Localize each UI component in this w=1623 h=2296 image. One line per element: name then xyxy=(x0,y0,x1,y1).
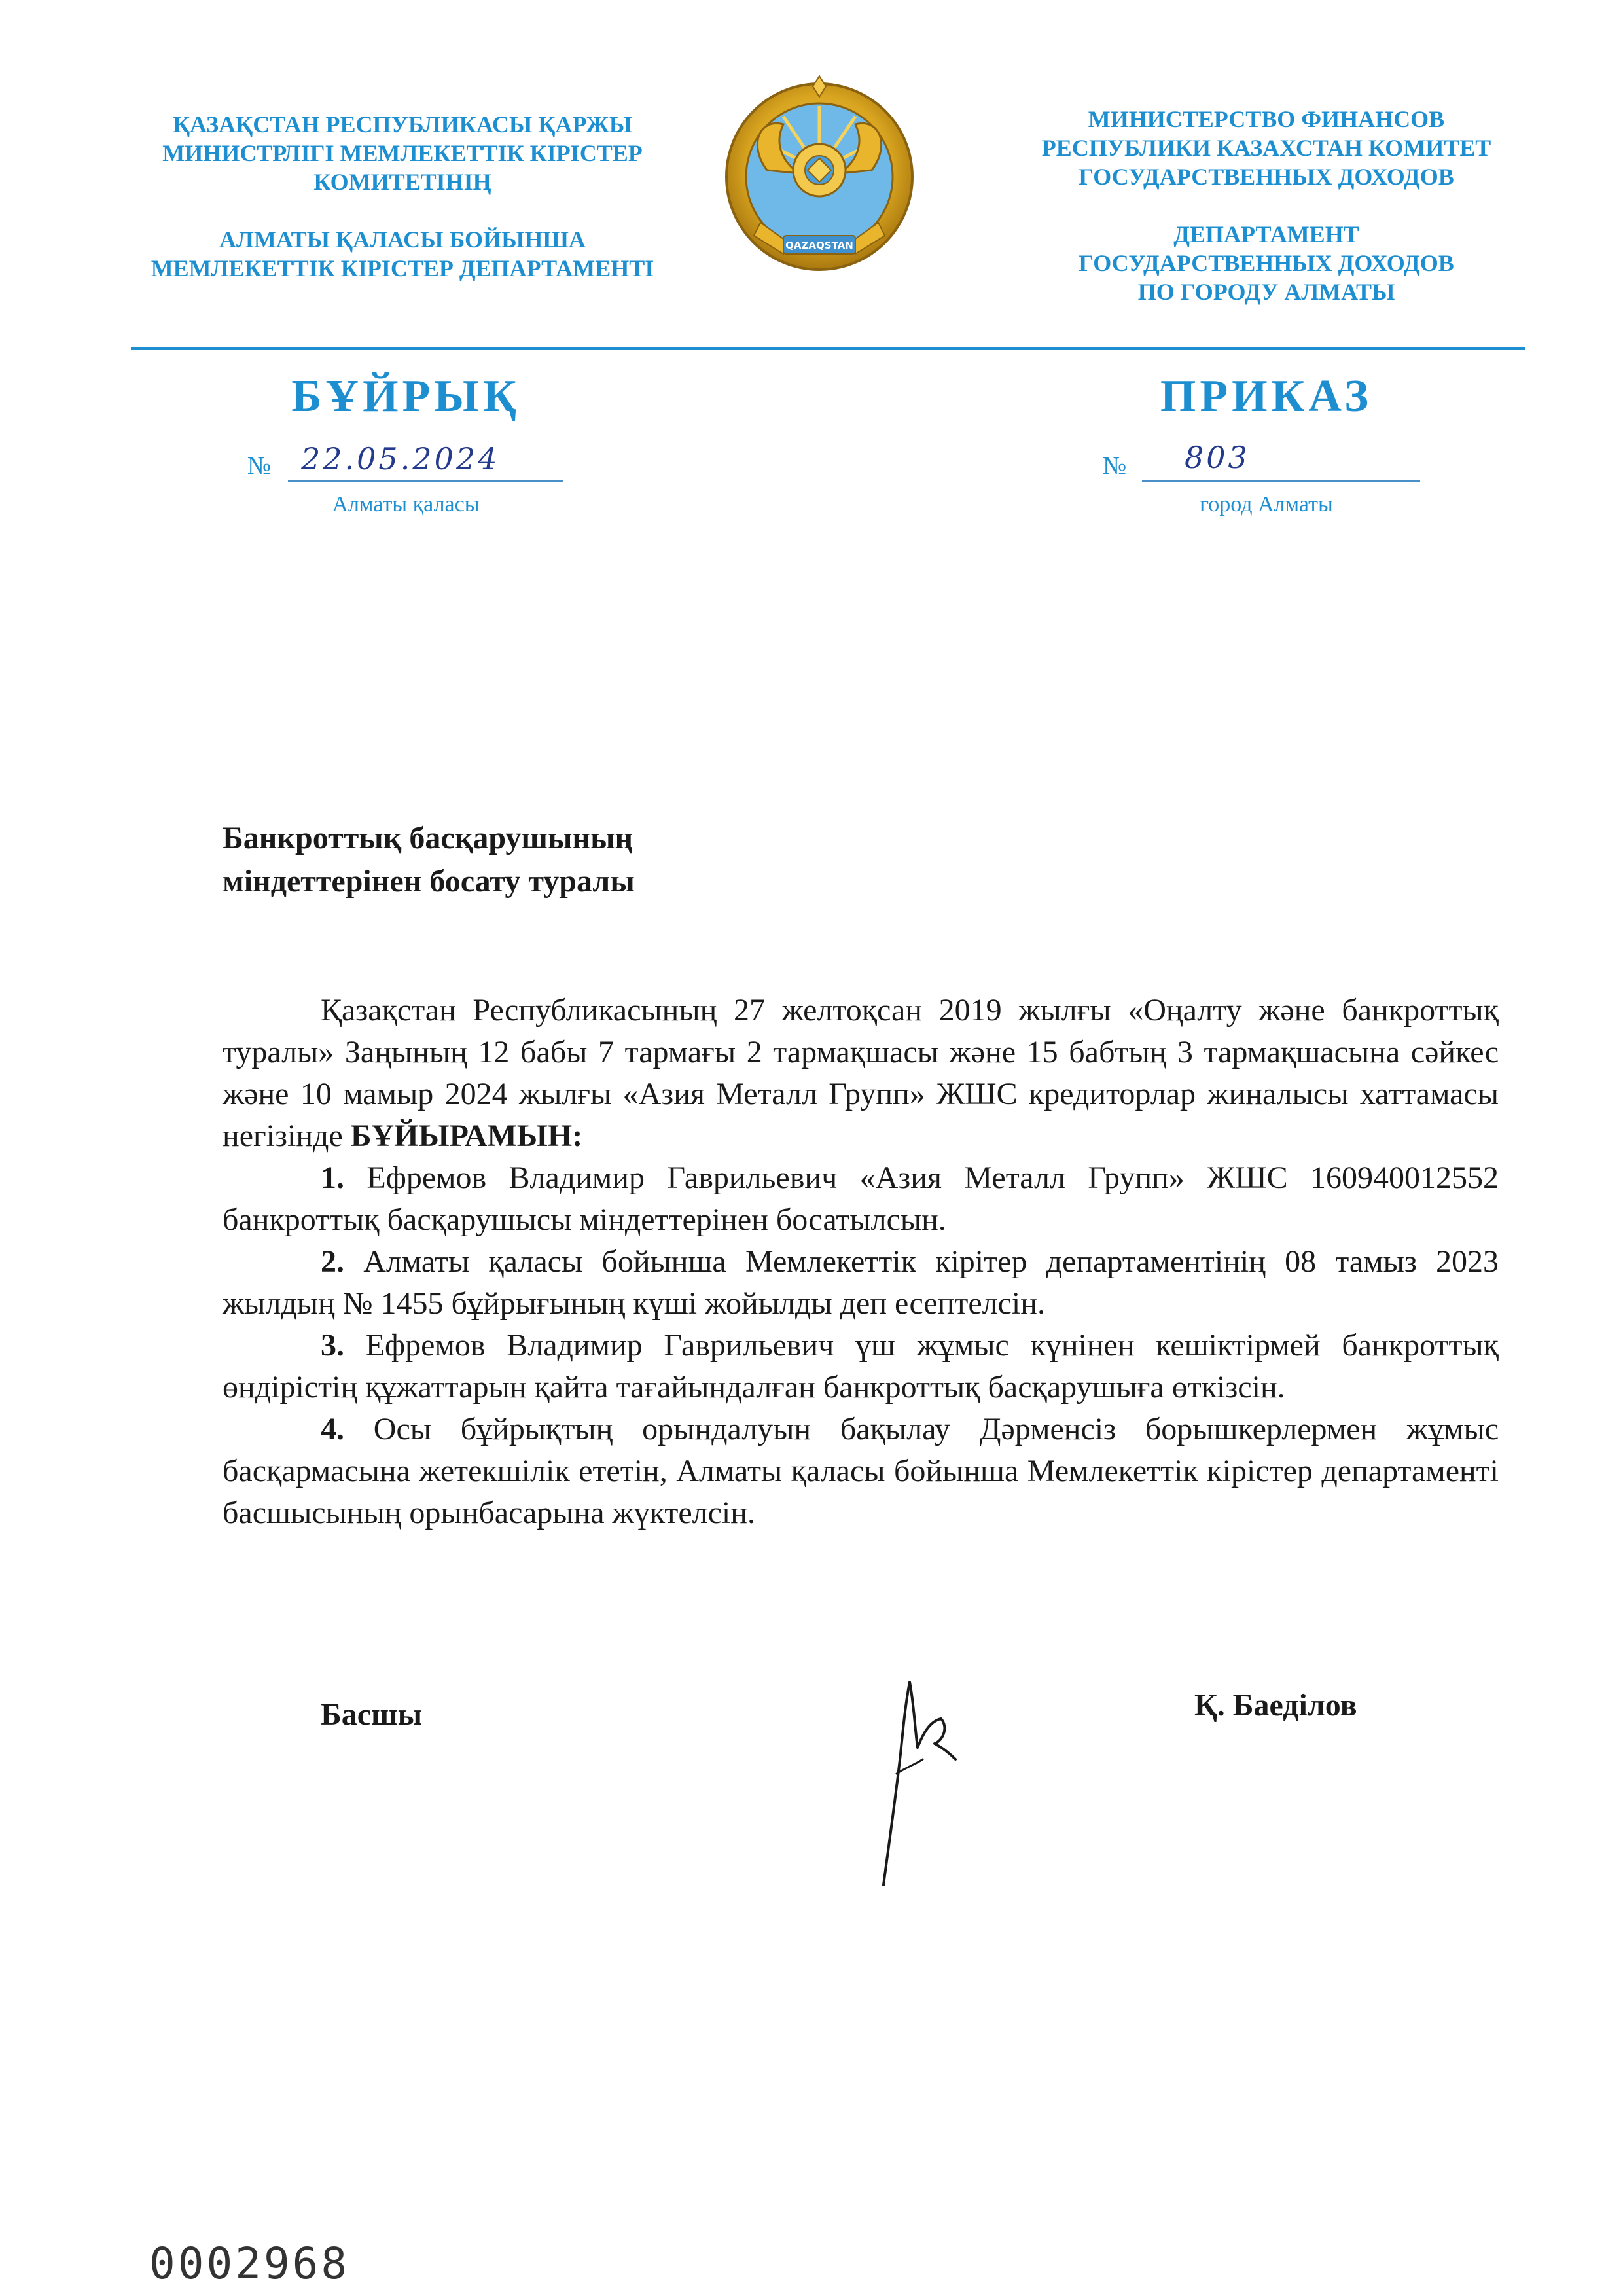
item-text: Алматы қаласы бойынша Мемлекеттік кірітер департаментінің 08 тамыз 2023 жылдың № 1455 бұйрығының күші жойылды деп есептелсін. xyxy=(223,1244,1499,1321)
header-divider xyxy=(131,347,1525,350)
subject-line: Банкроттық басқарушының xyxy=(223,821,633,855)
intro-text: Қазақстан Республикасының 27 желтоқсан 2019 жылғы «Оңалту және банкроттық туралы» Заңының 12 бабы 7 тармағы 2 тармақшасы және 15 бабтың 3 тармақшасына сәйкес және 10 мамыр 2024 жылғы «Азия Металл Групп» ЖШС кредиторлар жиналысы хаттамасы негізінде xyxy=(223,993,1499,1153)
department-line: ГОСУДАРСТВЕННЫХ ДОХОДОВ xyxy=(1079,250,1454,276)
subject-line: міндеттерінен босату туралы xyxy=(223,864,635,899)
department-line: ДЕПАРТАМЕНТ xyxy=(1173,221,1359,247)
state-emblem-icon xyxy=(721,72,918,288)
item-number: 3. xyxy=(321,1328,344,1363)
handwritten-signature xyxy=(857,1676,988,1892)
handwritten-order-number: 803 xyxy=(1185,440,1250,475)
header-right xyxy=(975,105,1558,306)
number-sign-kz: № xyxy=(247,452,272,480)
ministry-line: КОМИТЕТІНІҢ xyxy=(313,169,491,195)
item-number: 2. xyxy=(321,1244,344,1279)
ministry-line: ҚАЗАҚСТАН РЕСПУБЛИКАСЫ ҚАРЖЫ xyxy=(172,111,633,137)
signatory-name: Қ. Баеділов xyxy=(1194,1688,1357,1723)
order-title-ru: ПРИКАЗ xyxy=(1160,371,1373,422)
item-number: 4. xyxy=(321,1412,344,1446)
order-item xyxy=(223,1157,1499,1241)
order-subject xyxy=(223,817,1008,903)
number-underline-ru xyxy=(1142,452,1420,482)
ministry-line: МИНИСТЕРСТВО ФИНАНСОВ xyxy=(1088,106,1445,132)
order-item xyxy=(223,1325,1499,1408)
order-item xyxy=(223,1408,1499,1534)
number-sign-ru: № xyxy=(1103,452,1127,480)
item-text: Ефремов Владимир Гаврильевич «Азия Металл Групп» ЖШС 160940012552 банкроттық басқарушысы міндеттерінен босатылсын. xyxy=(223,1160,1499,1237)
signatory-title: Басшы xyxy=(321,1697,423,1732)
order-body xyxy=(223,990,1499,1534)
department-line: ПО ГОРОДУ АЛМАТЫ xyxy=(1137,279,1395,305)
department-line: АЛМАТЫ ҚАЛАСЫ БОЙЫНША xyxy=(219,226,586,253)
handwritten-date: 22.05.2024 xyxy=(301,441,500,476)
ministry-line: ГОСУДАРСТВЕННЫХ ДОХОДОВ xyxy=(1079,164,1454,190)
item-text: Ефремов Владимир Гаврильевич үш жұмыс күнінен кешіктірмей банкроттық өндірістің құжаттарын қайта тағайындалған банкроттық басқарушыға өткізсін. xyxy=(223,1328,1499,1405)
city-ru: город Алматы xyxy=(1200,492,1333,516)
item-text: Осы бұйрықтың орындалуын бақылау Дәрменсіз борышкерлермен жұмыс басқармасына жетекшілік ететін, Алматы қаласы бойынша Мемлекеттік кірістер департаменті басшысының орынбасарына жүктелсін. xyxy=(223,1412,1499,1530)
directive: БҰЙЫРАМЫН: xyxy=(350,1119,583,1153)
item-number: 1. xyxy=(321,1160,344,1195)
intro-paragraph xyxy=(223,990,1499,1157)
order-item xyxy=(223,1241,1499,1325)
city-kz: Алматы қаласы xyxy=(332,492,480,516)
emblem-ribbon: QAZAQSTAN xyxy=(785,240,853,251)
department-line: МЕМЛЕКЕТТІК КІРІСТЕР ДЕПАРТАМЕНТІ xyxy=(151,255,654,281)
order-title-kz: БҰЙРЫҚ xyxy=(291,371,520,422)
ministry-line: РЕСПУБЛИКИ КАЗАХСТАН КОМИТЕТ xyxy=(1041,135,1491,161)
serial-number: 0002968 xyxy=(149,2238,350,2289)
header-left xyxy=(98,110,707,283)
ministry-line: МИНИСТРЛІГІ МЕМЛЕКЕТТІК КІРІСТЕР xyxy=(162,140,643,166)
